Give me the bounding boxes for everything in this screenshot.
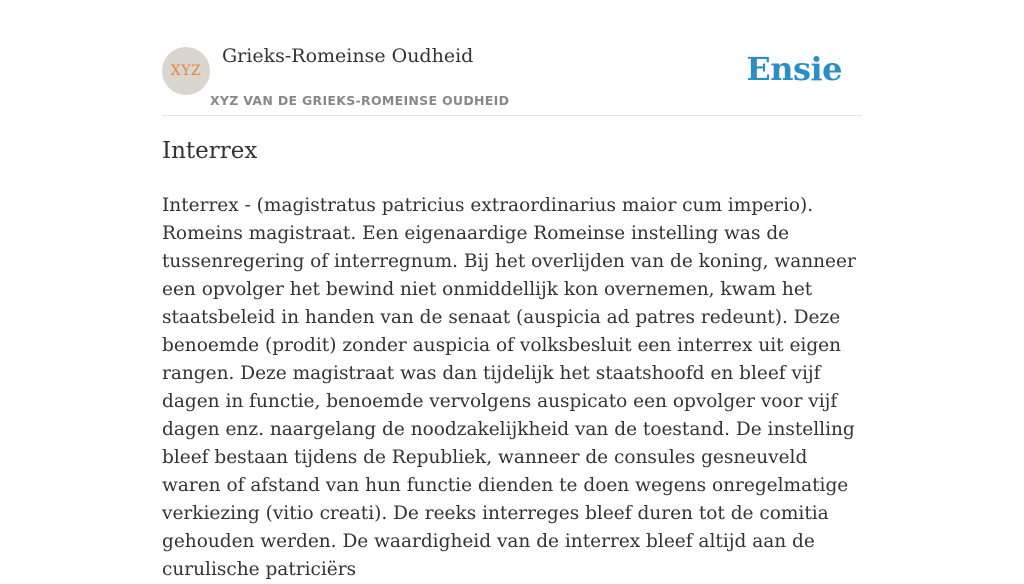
entry-body: Interrex - (magistratus patricius extraordinarius maior cum imperio). Romeins magistraat. Een eigenaardige Romeinse instelling was de tussenregering of interregnum. Bij het overlijden van de koning, wanneer een opvolger het bewind niet onmiddellijk kon overnemen, kwam het staatsbeleid in handen van de senaat (auspicia ad patres redeunt). Deze benoemde (prodit) zonder auspicia of volksbesluit een interrex uit eigen rangen. Deze magistraat was dan tijdelijk het staatshoofd en bleef vijf dagen in functie, benoemde vervolgens auspicato een opvolger voor vijf dagen enz. naargelang de noodzakelijkheid van de toestand. De instelling bleef bestaan tijdens de Republiek, wanneer de consules gesneuveld waren of afstand van hun functie dienden te doen wegens onregelmatige verkiezing (vitio creati). De reeks interreges bleef duren tot de comitia gehouden werden. De waardigheid van de interrex bleef altijd aan de curulische patriciërs (162, 195, 856, 580)
ensie-logo[interactable]: Ensie (746, 50, 842, 88)
source-title-link[interactable]: Grieks-Romeinse Oudheid (222, 45, 474, 67)
source-avatar[interactable] (162, 47, 210, 95)
source-header (162, 0, 862, 116)
source-subtitle: XYZ VAN DE GRIEKS-ROMEINSE OUDHEID (210, 93, 510, 108)
entry-title: Interrex (162, 138, 258, 164)
avatar-text: XYZ (170, 63, 202, 79)
